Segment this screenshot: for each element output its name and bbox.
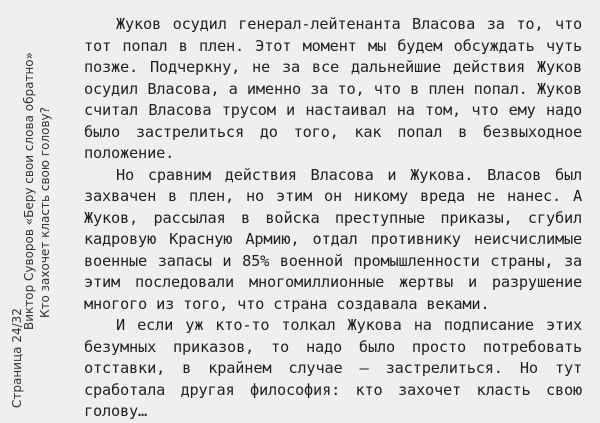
paragraph-1: Жуков осудил генерал-лейтенанта Власова за то, что тот попал в плен. Этот момент мы будем обсуждать чуть позже. Подчеркну, не за все дальнейшие действия Жуков осудил Власова, а именно за то, что в плен попал. Жуков считал Власова трусом и настаивал на том, что ему надо было застрелиться до того, как попал в безвыходное положение. bbox=[84, 15, 582, 162]
body-text bbox=[84, 14, 582, 423]
paragraph-2: Но сравним действия Власова и Жукова. Власов был захвачен в плен, но этим он никому вреда не нанес. А Жуков, рассылая в войска преступные приказы, сгубил кадровую Красную Армию, отдал противнику неисчислимые военные запасы и 85% военной промышленности страны, за этим последовали многомиллионные жертвы и разрушение многого из того, что страна создавала веками. bbox=[84, 165, 582, 313]
chapter-title: Кто захочет класть свою голову? bbox=[38, 107, 52, 318]
book-title: Виктор Суворов «Беру свои слова обратно» bbox=[22, 52, 36, 330]
paragraph-3: И если уж кто-то толкал Жукова на подписание этих безумных приказов, то надо было просто потребовать отставки, в крайнем случае – застрелиться. Но тут сработала другая философия: кто захочет класть свою голову… bbox=[84, 316, 582, 420]
page-number: Страница 24/32 bbox=[10, 308, 24, 408]
sidebar bbox=[0, 0, 68, 423]
